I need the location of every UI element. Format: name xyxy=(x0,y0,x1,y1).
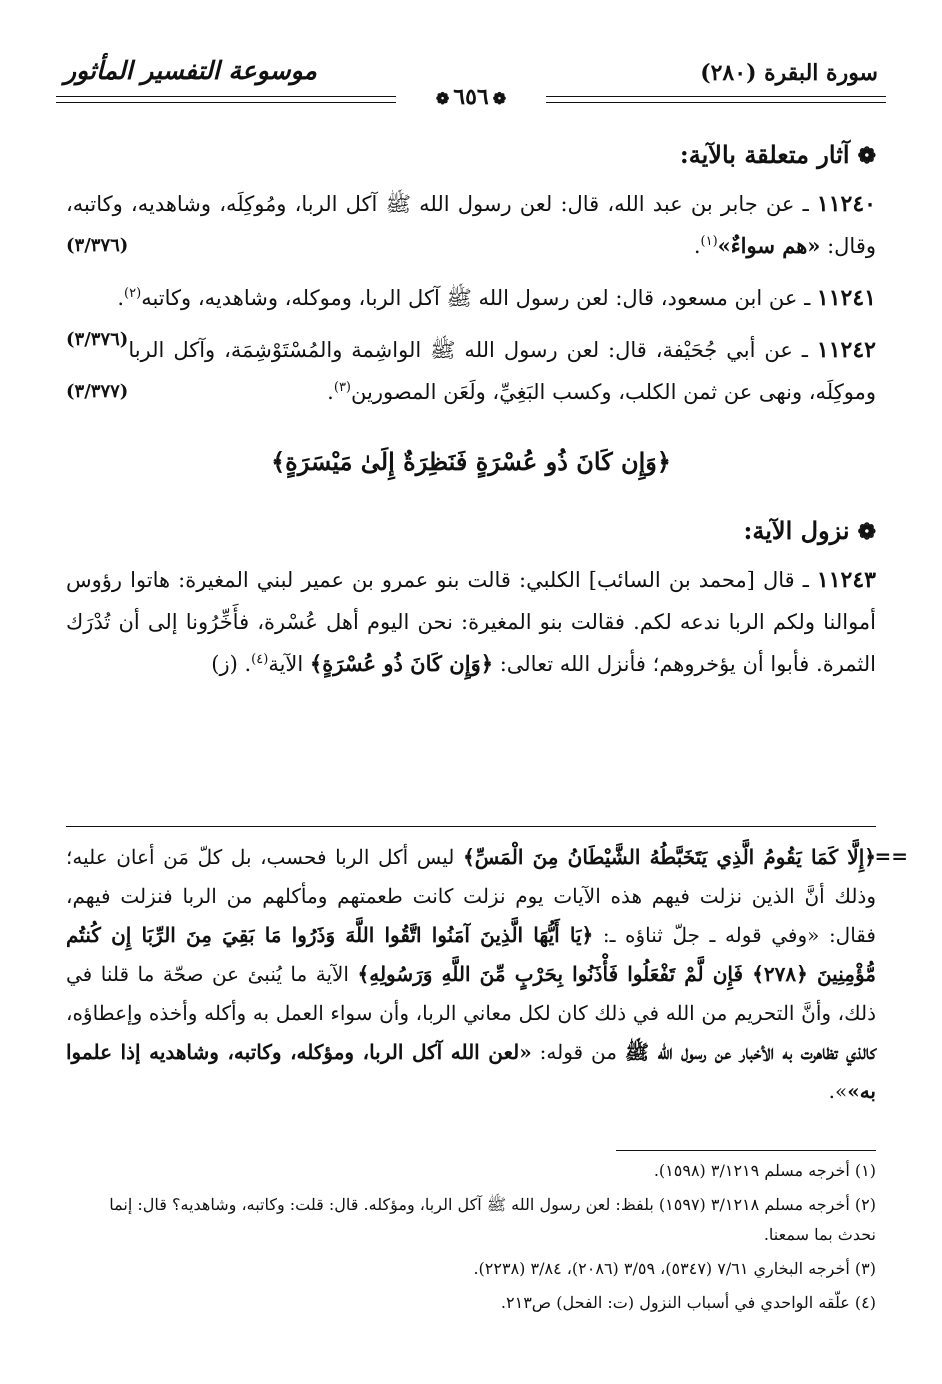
commentary-bold: كالذي تظاهرت به الأخبار عن رسول الله ﷺ xyxy=(624,1040,876,1064)
section-heading-nuzul xyxy=(66,516,876,545)
footnote-2: (٢) أخرجه مسلم ٣/١٢١٨ (١٥٩٧) بلفظ: لعن رسول الله ﷺ آكل الربا، ومؤكله. قال: قلت: وكاتبه، وشاهديه؟ قال: إنما نحدث بما سمعنا. xyxy=(109,1195,876,1244)
continued-commentary xyxy=(66,838,876,1111)
continuation-mark: == xyxy=(874,844,908,868)
commentary-text: الآية ما يُنبئ عن صحّة ما قلنا في ذلك، وأنَّ التحريم من الله في ذلك كان لكل معاني الربا، وأن سواء العمل به وأكله وأخذه وإعطاؤه، xyxy=(66,962,876,1025)
narration-11242 xyxy=(66,329,876,413)
quran-verse: ﴿وَإِن كَانَ ذُو عُسْرَةٍ فَنَظِرَةٌ إِلَىٰ مَيْسَرَةٍ﴾ xyxy=(271,447,671,476)
narration-text: ـ قال [محمد بن السائب] الكلبي: قالت بنو عمرو بن عمير لبني المغيرة: هاتوا رؤوس أموالنا ولكم الربا ندعه لكم. فقالت بنو المغيرة: نحن اليوم أهل عُسْرة، فأَخِّرُونا إلى أن تُدْرَك الثمرة. فأبوا أن يؤخروهم؛ فأنزل الله تعالى: xyxy=(66,568,876,676)
footnote-marker: (٢) xyxy=(124,286,142,301)
content-divider xyxy=(66,826,876,827)
footnote-marker: (١) xyxy=(700,234,718,249)
page-header xyxy=(56,52,886,108)
flower-icon: ❁ xyxy=(857,143,876,169)
footnotes xyxy=(66,1156,876,1322)
narration-tail: . (ز) xyxy=(211,652,252,676)
narration-text: ـ عن أبي جُحَيْفة، قال: لعن رسول الله ﷺ الواشِمة والمُسْتَوْشِمَة، وآكل الربا وموكِلَه، ونهى عن ثمن الكلب، وكسب البَغِيِّ، ولَعَن المصورين xyxy=(128,338,876,404)
surah-title: سورة البقرة (٢٨٠) xyxy=(700,60,878,86)
ornament-icon: ❁ xyxy=(435,89,450,108)
narration-tail: . xyxy=(117,286,125,310)
footnote-rule xyxy=(616,1150,876,1151)
commentary-text: من قوله: xyxy=(531,1040,625,1064)
volume-reference: (٣/٣٧٦) xyxy=(66,329,129,350)
flower-icon: ❁ xyxy=(857,519,876,545)
footnote-3: (٣) أخرجه البخاري ٧/٦١ (٥٣٤٧)، ٣/٥٩ (٢٠٨٦)، ٣/٨٤ (٢٢٣٨). xyxy=(473,1259,876,1278)
narration-tail: . xyxy=(693,234,701,258)
page-number: ٦٥٦ xyxy=(453,84,489,110)
narration-text: ـ عن جابر بن عبد الله، قال: لعن رسول الله ﷺ آكل الربا، ومُوكِلَه، وشاهديه، وكاتبه، وقال: xyxy=(66,192,876,258)
main-content xyxy=(66,128,876,695)
footnote-4: (٤) علّقه الواحدي في أسباب النزول (ت: الفحل) ص٢١٣. xyxy=(500,1293,876,1312)
narration-number: ١١٢٤٠ xyxy=(816,191,876,217)
volume-reference: (٣/٣٧٦) xyxy=(66,235,129,256)
footnote-marker: (٤) xyxy=(251,652,269,667)
quran-quote: ﴿وَإِن كَانَ ذُو عُسْرَةٍ﴾ xyxy=(309,651,494,676)
commentary-tail: ». xyxy=(828,1079,848,1103)
section-heading-athar xyxy=(66,140,876,169)
narration-text: ـ عن ابن مسعود، قال: لعن رسول الله ﷺ آكل الربا، وموكله، وشاهديه، وكاتبه xyxy=(141,286,817,310)
volume-reference: (٣/٣٧٧) xyxy=(66,381,129,402)
heading-text: آثار متعلقة بالآية: xyxy=(679,140,850,169)
ornament-icon: ❁ xyxy=(492,89,507,108)
narration-number: ١١٢٤٢ xyxy=(816,337,876,363)
quran-quote: ﴿إِلَّا كَمَا يَقُومُ الَّذِي يَتَخَبَّطُهُ الشَّيْطَانُ مِنَ الْمَسِّ﴾ xyxy=(462,845,876,869)
book-title: موسوعة التفسير المأثور xyxy=(64,56,317,85)
narration-tail: . xyxy=(327,380,334,404)
narration-number: ١١٢٤١ xyxy=(816,285,876,311)
narration-11240 xyxy=(66,183,876,267)
narration-quote: «هم سواءٌ» xyxy=(717,233,821,258)
footnote-marker: (٣) xyxy=(333,380,351,395)
page-number-block xyxy=(432,84,510,110)
heading-text: نزول الآية: xyxy=(743,516,850,545)
hadith-quote: «لعن الله آكل الربا، ومؤكله، وكاتبه، وشاهديه إذا علموا به» xyxy=(66,1040,876,1103)
footnote-1: (١) أخرجه مسلم ٣/١٢١٩ (١٥٩٨). xyxy=(653,1161,876,1180)
header-rule-right xyxy=(546,96,886,103)
commentary-text: ليس أكل الربا فحسب، بل كلّ مَن أعان عليه؛ وذلك أنَّ الذين نزلت فيهم هذه الآيات يوم نزلت كانت طعمتهم ومأكلهم من الربا فنزلت فيهم، فقال: «وفي قوله ـ جلّ ثناؤه ـ: xyxy=(66,845,876,947)
narration-text: الآية xyxy=(268,652,310,676)
narration-number: ١١٢٤٣ xyxy=(816,567,876,593)
narration-11243 xyxy=(66,559,876,685)
header-rule-left xyxy=(56,96,396,103)
quran-quote: ﴿يَا أَيُّهَا الَّذِينَ آمَنُوا اتَّقُوا اللَّهَ وَذَرُوا مَا بَقِيَ مِنَ الرِّبَا إِن كُنتُم مُّؤْمِنِينَ ﴿٢٧٨﴾ فَإِن لَّمْ تَفْعَلُوا فَأْذَنُوا بِحَرْبٍ مِّنَ اللَّهِ وَرَسُولِهِ﴾ xyxy=(66,923,877,986)
